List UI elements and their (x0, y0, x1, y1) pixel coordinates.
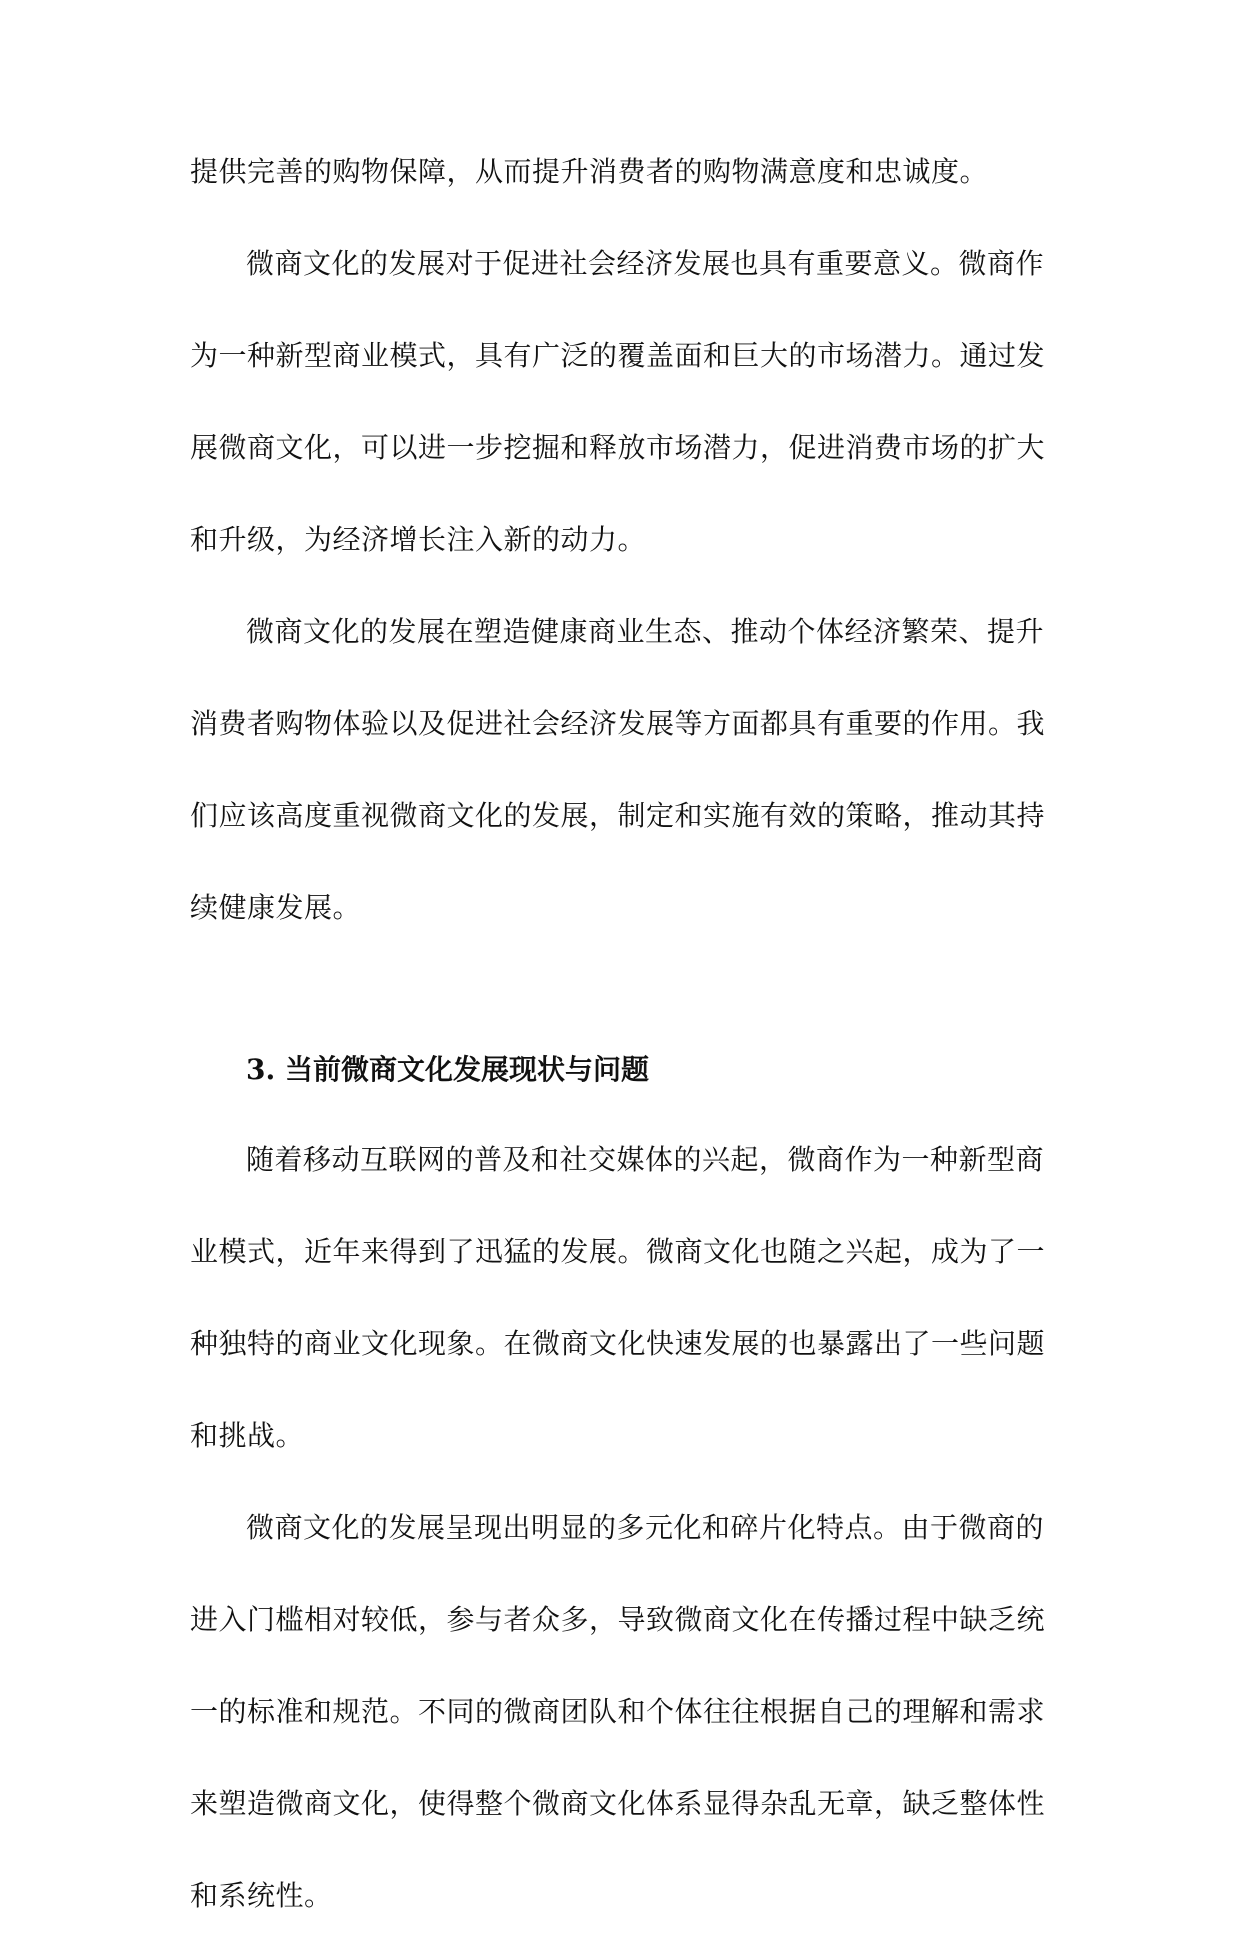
paragraph-line: 为一种新型商业模式，具有广泛的覆盖面和巨大的市场潜力。通过发 (190, 339, 1046, 372)
document-body (190, 140, 1054, 1956)
paragraph-line: 微商文化的发展在塑造健康商业生态、推动个体经济繁荣、提升 (246, 615, 1045, 648)
paragraph-5 (190, 1496, 1054, 1956)
section-heading: 3. 当前微商文化发展现状与问题 (246, 1053, 649, 1086)
paragraph-line: 和挑战。 (190, 1419, 305, 1452)
paragraph-2 (190, 232, 1054, 600)
paragraph-line: 微商文化的发展对于促进社会经济发展也具有重要意义。微商作 (246, 247, 1045, 280)
paragraph-line: 微商文化的发展呈现出明显的多元化和碎片化特点。由于微商的 (246, 1511, 1045, 1544)
paragraph-line: 和系统性。 (190, 1879, 333, 1912)
paragraph-1 (190, 140, 1054, 232)
paragraph-line: 种独特的商业文化现象。在微商文化快速发展的也暴露出了一些问题 (190, 1327, 1046, 1360)
paragraph-line: 展微商文化，可以进一步挖掘和释放市场潜力，促进消费市场的扩大 (190, 431, 1046, 464)
paragraph-line: 们应该高度重视微商文化的发展，制定和实施有效的策略，推动其持 (190, 799, 1046, 832)
paragraph-line: 提供完善的购物保障，从而提升消费者的购物满意度和忠诚度。 (190, 155, 989, 188)
paragraph-line: 业模式，近年来得到了迅猛的发展。微商文化也随之兴起，成为了一 (190, 1235, 1046, 1268)
paragraph-4 (190, 1128, 1054, 1496)
paragraph-line: 来塑造微商文化，使得整个微商文化体系显得杂乱无章，缺乏整体性 (190, 1787, 1046, 1820)
paragraph-line: 和升级，为经济增长注入新的动力。 (190, 523, 647, 556)
paragraph-line: 一的标准和规范。不同的微商团队和个体往往根据自己的理解和需求 (190, 1695, 1046, 1728)
paragraph-line: 消费者购物体验以及促进社会经济发展等方面都具有重要的作用。我 (190, 707, 1046, 740)
paragraph-line: 续健康发展。 (190, 891, 362, 924)
paragraph-line: 进入门槛相对较低，参与者众多，导致微商文化在传播过程中缺乏统 (190, 1603, 1046, 1636)
paragraph-3 (190, 600, 1054, 968)
paragraph-line: 随着移动互联网的普及和社交媒体的兴起，微商作为一种新型商 (246, 1143, 1045, 1176)
section-spacer (190, 968, 1054, 1038)
